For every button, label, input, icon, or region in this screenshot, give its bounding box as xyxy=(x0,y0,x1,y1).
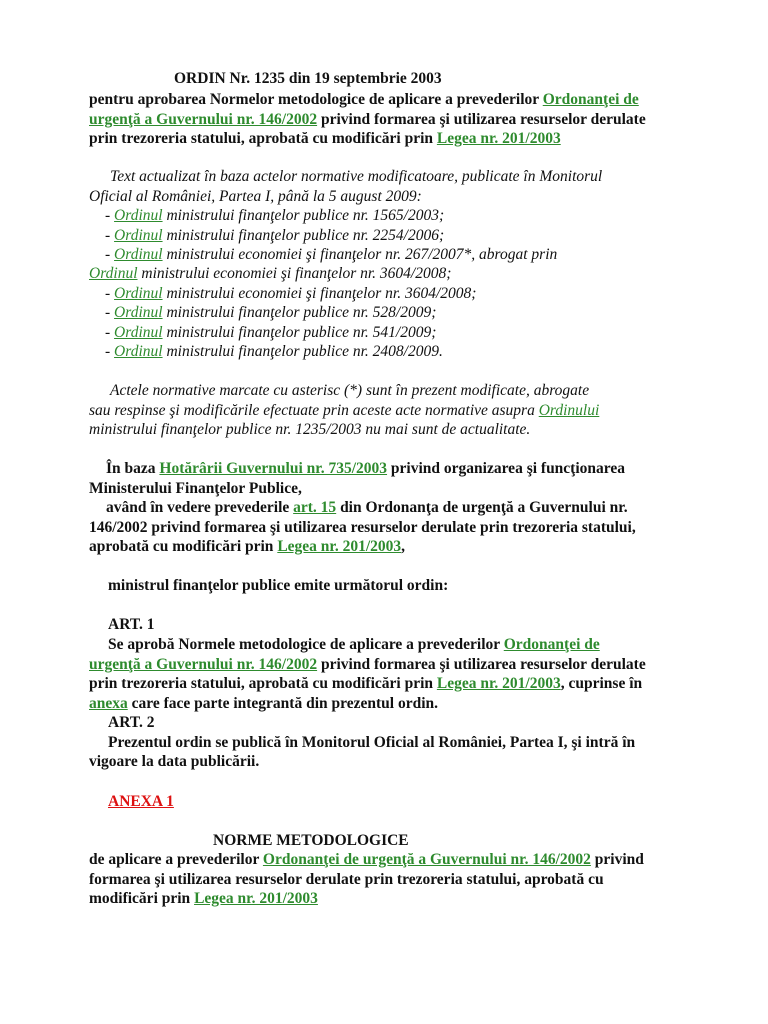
art-2-heading: ART. 2 xyxy=(108,714,155,731)
link-ordinul[interactable]: Ordinul xyxy=(114,246,163,263)
link-ordonanta[interactable]: Ordonanţei de xyxy=(503,636,600,653)
text: În baza xyxy=(106,460,160,477)
text: care face parte integrantă din prezentul ordin. xyxy=(127,695,438,712)
text: ministrului finanţelor publice nr. 2254/2006; xyxy=(162,227,445,244)
text: prin trezoreria statului, aprobată cu modificări prin xyxy=(89,675,437,692)
text: ministrului finanţelor publice nr. 2408/2009. xyxy=(162,343,443,360)
art-1-line-1 xyxy=(108,635,600,654)
text: - xyxy=(105,207,115,224)
annex-title: NORME METODOLOGICE xyxy=(213,832,409,849)
text: ministrului finanţelor publice nr. 541/2009; xyxy=(162,324,437,341)
updates-intro-line-1: Text actualizat în baza actelor normative modificatoare, publicate în Monitorul xyxy=(110,168,603,185)
link-ordinul[interactable]: Ordinul xyxy=(89,265,138,282)
link-legea[interactable]: Legea nr. 201/2003 xyxy=(277,538,402,555)
text: - xyxy=(105,227,115,244)
basis-line-5 xyxy=(89,537,405,556)
link-ordonanta[interactable]: Ordonanţei de xyxy=(542,91,639,108)
text: modificări prin xyxy=(89,890,195,907)
link-ordinul[interactable]: Ordinul xyxy=(114,304,163,321)
text: Se aprobă Normele metodologice de aplicare a prevederilor xyxy=(108,636,504,653)
text: sau respinse şi modificările efectuate prin aceste acte normative asupra xyxy=(89,402,539,419)
basis-line-4: 146/2002 privind formarea şi utilizarea resurselor derulate prin trezoreria statului, xyxy=(89,519,636,536)
note-line-3: ministrului finanţelor publice nr. 1235/2003 nu mai sunt de actualitate. xyxy=(89,421,531,438)
list-item xyxy=(105,323,436,342)
text: , cuprinse în xyxy=(560,675,643,692)
list-item xyxy=(105,303,436,322)
text: din Ordonanţa de urgenţă a Guvernului nr. xyxy=(336,499,628,516)
list-item xyxy=(105,245,557,264)
link-art-15[interactable]: art. 15 xyxy=(293,499,337,516)
text: privind formarea şi utilizarea resurselor derulate xyxy=(317,111,646,128)
order-subtitle-line-1 xyxy=(89,90,639,109)
annex-link[interactable]: ANEXA 1 xyxy=(108,793,174,810)
text: ministrului economiei şi finanţelor nr. 267/2007*, abrogat prin xyxy=(162,246,558,263)
annex-line-2: formarea şi utilizarea resurselor derulate prin trezoreria statului, aprobată cu xyxy=(89,871,604,888)
link-ordinul[interactable]: Ordinul xyxy=(114,324,163,341)
link-ordinul[interactable]: Ordinul xyxy=(114,285,163,302)
link-ordonanta[interactable]: Ordonanţei de urgenţă a Guvernului nr. 146/2002 xyxy=(262,851,591,868)
text: ministrului economiei şi finanţelor nr. 3604/2008; xyxy=(137,265,452,282)
art-1-heading: ART. 1 xyxy=(108,616,155,633)
list-item xyxy=(105,226,444,245)
text: ministrului finanţelor publice nr. 1565/2003; xyxy=(162,207,445,224)
link-legea[interactable]: Legea nr. 201/2003 xyxy=(436,130,561,147)
art-1-line-2 xyxy=(89,655,646,674)
text: , xyxy=(401,538,406,555)
link-ordinul[interactable]: Ordinul xyxy=(114,343,163,360)
art-2-line-2: vigoare la data publicării. xyxy=(89,753,260,770)
order-subtitle-line-2 xyxy=(89,110,646,129)
text: privind formarea şi utilizarea resurselor derulate xyxy=(317,656,646,673)
list-item xyxy=(105,206,444,225)
text: ministrului finanţelor publice nr. 528/2009; xyxy=(162,304,437,321)
link-hotararii[interactable]: Hotărârii Guvernului nr. 735/2003 xyxy=(159,460,388,477)
link-ordinul[interactable]: Ordinul xyxy=(114,227,163,244)
list-item xyxy=(89,264,451,283)
basis-line-1 xyxy=(106,459,625,478)
basis-line-2: Ministerului Finanţelor Publice, xyxy=(89,480,302,497)
text: având în vedere prevederile xyxy=(106,499,294,516)
link-ordinul[interactable]: Ordinul xyxy=(114,207,163,224)
text: - xyxy=(105,324,115,341)
link-ordinului[interactable]: Ordinului xyxy=(538,402,600,419)
text: - xyxy=(105,304,115,321)
text: - xyxy=(105,343,115,360)
link-legea[interactable]: Legea nr. 201/2003 xyxy=(194,890,318,907)
link-ordonanta-cont[interactable]: urgenţă a Guvernului nr. 146/2002 xyxy=(89,111,318,128)
text: prin trezoreria statului, aprobată cu modificări prin xyxy=(89,130,437,147)
text: ministrului economiei şi finanţelor nr. 3604/2008; xyxy=(162,285,477,302)
basis-line-6: ministrul finanţelor publice emite următorul ordin: xyxy=(108,577,449,594)
art-1-line-3 xyxy=(89,674,642,693)
text: privind organizarea şi funcţionarea xyxy=(387,460,626,477)
list-item xyxy=(105,342,443,361)
text: aprobată cu modificări prin xyxy=(89,538,278,555)
list-item xyxy=(105,284,476,303)
basis-line-3 xyxy=(106,498,628,517)
link-legea[interactable]: Legea nr. 201/2003 xyxy=(436,675,561,692)
note-line-1: Actele normative marcate cu asterisc (*) sunt în prezent modificate, abrogate xyxy=(110,382,590,399)
annex-line-1 xyxy=(89,850,644,869)
text: privind xyxy=(590,851,644,868)
text: - xyxy=(105,246,115,263)
text: de aplicare a prevederilor xyxy=(89,851,263,868)
updates-intro-line-2: Oficial al României, Partea I, până la 5 august 2009: xyxy=(89,188,422,205)
order-title: ORDIN Nr. 1235 din 19 septembrie 2003 xyxy=(174,70,442,87)
order-subtitle-line-3 xyxy=(89,129,561,148)
text: pentru aprobarea Normelor metodologice de aplicare a prevederilor xyxy=(89,91,543,108)
art-1-line-4 xyxy=(89,694,438,713)
annex-line-3 xyxy=(89,889,318,908)
link-anexa[interactable]: anexa xyxy=(89,695,128,712)
text: - xyxy=(105,285,115,302)
note-line-2 xyxy=(89,401,599,420)
art-2-line-1: Prezentul ordin se publică în Monitorul Oficial al României, Partea I, şi intră în xyxy=(108,734,636,751)
link-ordonanta-cont[interactable]: urgenţă a Guvernului nr. 146/2002 xyxy=(89,656,318,673)
